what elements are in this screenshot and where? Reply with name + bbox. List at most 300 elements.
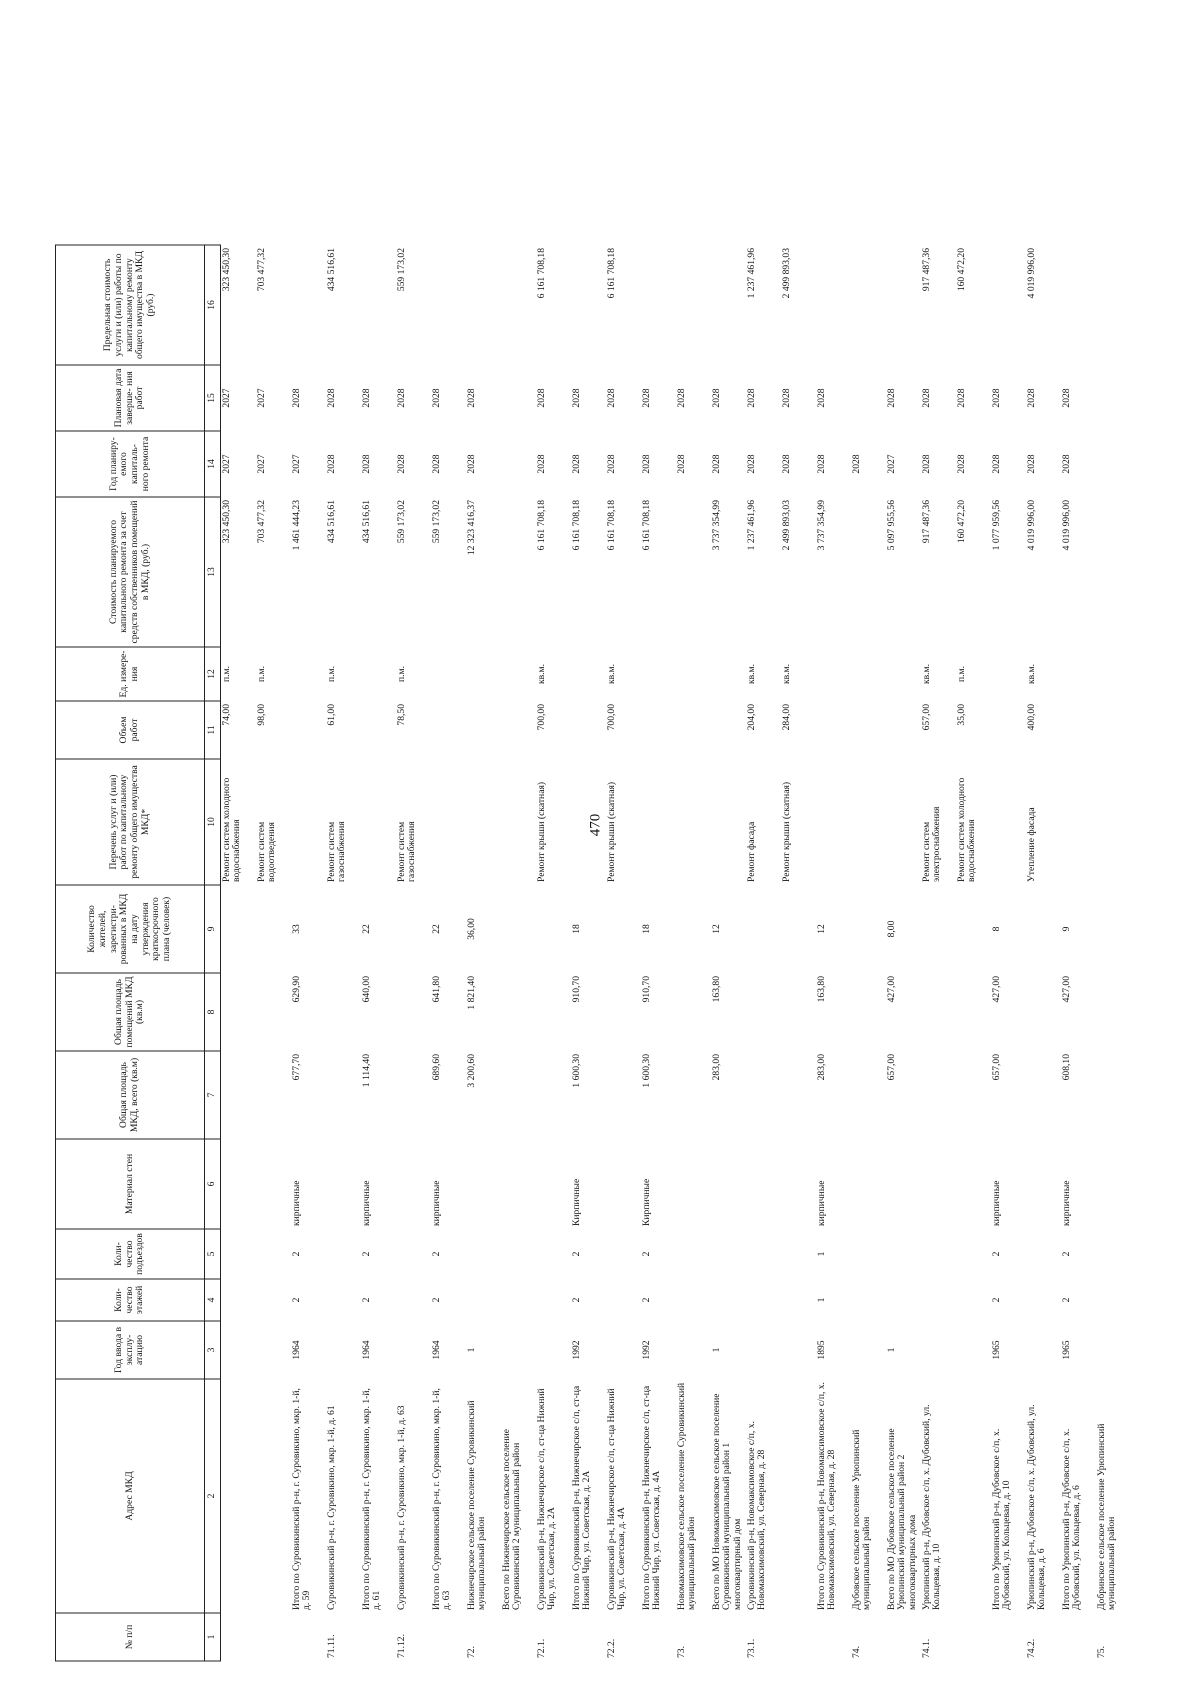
table-cell: 2028 xyxy=(1025,387,1037,408)
table-row xyxy=(466,245,501,1661)
table-cell: Суровикинский р-н, Новомаксимовское с/п, х. Новомаксимовский, ул. Северная, д. 28 xyxy=(745,1420,768,1610)
table-cell xyxy=(501,973,536,1051)
table-cell xyxy=(361,701,396,759)
table-cell xyxy=(501,1321,536,1379)
column-number-5: 5 xyxy=(205,1229,221,1279)
table-cell: 71.11. xyxy=(325,1633,337,1658)
table-row xyxy=(851,245,886,1661)
table-cell: 2 xyxy=(570,1251,582,1256)
table-cell xyxy=(396,1321,431,1379)
table-cell xyxy=(501,647,536,701)
page-number: 470 xyxy=(587,813,604,837)
table-cell: 2028 xyxy=(605,453,617,474)
table-cell: 1 237 461,96 xyxy=(745,247,757,298)
table-cell xyxy=(1096,885,1131,973)
table-cell: Ремонт систем холодного водоснабжения xyxy=(955,777,978,882)
table-cell: Урюпинский р-н, Дубовское с/п, х. Дубовский, ул. Кольцевая, д. 6 xyxy=(1025,1403,1048,1610)
table-cell: 2 xyxy=(1060,1251,1072,1256)
table-cell: Ремонт систем водоотведения xyxy=(255,821,278,882)
table-cell xyxy=(746,1321,781,1379)
table-cell: 2027 xyxy=(885,453,897,474)
table-cell: 1 600,30 xyxy=(570,1053,582,1088)
table-cell: кв.м. xyxy=(780,663,792,684)
table-cell xyxy=(361,245,396,365)
table-cell: 8 xyxy=(990,926,1002,931)
table-cell: 3 737 354,99 xyxy=(710,499,722,550)
table-row xyxy=(536,245,571,1661)
table-cell: 2 499 893,03 xyxy=(780,247,792,298)
table-cell xyxy=(711,759,746,885)
table-cell: 1 xyxy=(815,1251,827,1256)
table-cell xyxy=(501,431,536,497)
table-cell xyxy=(1061,1613,1096,1661)
table-cell: 2028 xyxy=(430,453,442,474)
table-cell xyxy=(676,973,711,1051)
data-table xyxy=(55,244,1131,1661)
table-cell xyxy=(220,1229,256,1279)
table-cell xyxy=(326,973,361,1051)
table-cell: Суровикинский р-н, г. Суровикино, мкр. 1-й, д. 63 xyxy=(395,1404,407,1610)
table-cell: 2028 xyxy=(1060,387,1072,408)
table-cell: Ремонт крыши (скатная) xyxy=(605,781,617,882)
table-cell xyxy=(571,1613,606,1661)
table-cell xyxy=(1096,759,1131,885)
table-cell: 4 019 996,00 xyxy=(1060,499,1072,550)
table-cell xyxy=(220,885,256,973)
table-row xyxy=(431,245,466,1661)
table-cell: кирпичные xyxy=(815,1179,827,1226)
table-cell: 2 xyxy=(640,1251,652,1256)
table-cell: 559 173,02 xyxy=(395,499,407,543)
table-cell: 2027 xyxy=(220,387,232,408)
table-cell xyxy=(326,1279,361,1321)
table-cell: 2028 xyxy=(815,453,827,474)
table-cell: Новомаксимовское сельское поселение Суровикинский муниципальный район xyxy=(675,1382,698,1610)
table-cell xyxy=(606,885,641,973)
column-number-7: 7 xyxy=(205,1051,221,1139)
table-cell: 1 xyxy=(885,1347,897,1352)
table-cell: 1895 xyxy=(815,1339,827,1360)
table-cell xyxy=(396,1139,431,1229)
table-cell xyxy=(956,973,991,1051)
column-header-1: № п/п xyxy=(56,1613,205,1661)
table-cell xyxy=(536,1321,571,1379)
table-cell xyxy=(641,701,676,759)
table-cell xyxy=(1096,973,1131,1051)
table-cell: Ремонт систем газоснабжения xyxy=(325,820,348,882)
table-cell xyxy=(536,1229,571,1279)
table-cell xyxy=(256,1139,291,1229)
table-cell xyxy=(501,1229,536,1279)
table-cell xyxy=(431,759,466,885)
table-row xyxy=(921,245,956,1661)
table-cell: 8,00 xyxy=(885,920,897,937)
table-cell xyxy=(256,885,291,973)
table-cell xyxy=(361,759,396,885)
table-row xyxy=(571,245,606,1661)
table-cell xyxy=(501,759,536,885)
table-cell xyxy=(501,1139,536,1229)
table-cell xyxy=(921,1229,956,1279)
column-header-15: Плановая дата заверше- ния работ xyxy=(56,365,205,431)
table-cell: 2028 xyxy=(465,387,477,408)
table-cell xyxy=(220,1139,256,1229)
table-cell: 434 516,61 xyxy=(360,499,372,543)
table-cell: 1 237 461,96 xyxy=(745,499,757,550)
table-cell: 2028 xyxy=(920,387,932,408)
table-cell: 61,00 xyxy=(325,703,337,726)
column-header-10: Перечень услуг и (или) работ по капитальному ремонту общего имущества МКД* xyxy=(56,759,205,885)
table-cell xyxy=(851,1051,886,1139)
table-cell xyxy=(466,1139,501,1229)
table-cell xyxy=(956,1051,991,1139)
table-cell xyxy=(291,759,326,885)
table-cell: Суровикинский р-н, Нижнечирское с/п, ст-ца Нижний Чир, ул. Советская, д. 4А xyxy=(605,1387,628,1610)
table-cell: 2028 xyxy=(920,453,932,474)
table-cell: 1 821,40 xyxy=(465,975,477,1010)
table-cell: 2028 xyxy=(710,453,722,474)
table-cell: 640,00 xyxy=(360,975,372,1002)
table-cell xyxy=(851,973,886,1051)
table-cell xyxy=(291,245,326,365)
table-cell: 2028 xyxy=(990,387,1002,408)
table-cell xyxy=(746,885,781,973)
table-cell: 12 323 416,37 xyxy=(465,499,477,555)
table-cell xyxy=(571,245,606,365)
table-cell: 2028 xyxy=(395,387,407,408)
table-row xyxy=(676,245,711,1661)
table-cell xyxy=(641,1613,676,1661)
table-cell: Урюпинский р-н, Дубовское с/п, х. Дубовский, ул. Кольцевая, д. 10 xyxy=(920,1403,943,1610)
table-cell: кирпичные xyxy=(990,1179,1002,1226)
table-cell xyxy=(921,1051,956,1139)
column-number-13: 13 xyxy=(205,497,221,647)
column-header-4: Коли- чество этажей xyxy=(56,1279,205,1321)
table-cell: 427,00 xyxy=(885,975,897,1002)
table-cell xyxy=(641,245,676,365)
table-cell xyxy=(291,701,326,759)
column-number-4: 4 xyxy=(205,1279,221,1321)
table-cell: 6 161 708,18 xyxy=(640,499,652,550)
table-cell xyxy=(466,701,501,759)
table-cell xyxy=(641,759,676,885)
table-cell: Дубовское сельское поселение Урюпинский муниципальный район xyxy=(850,1429,873,1610)
table-cell: Ремонт систем холодного водоснабжения xyxy=(220,777,243,882)
table-cell: Итого по Суровикинский р-н, г. Суровикино, мкр. 1-й, д. 63 xyxy=(430,1387,453,1610)
table-cell: 6 161 708,18 xyxy=(605,247,617,298)
table-cell xyxy=(1096,431,1131,497)
table-cell xyxy=(1026,1321,1061,1379)
table-cell xyxy=(256,1279,291,1321)
table-cell xyxy=(781,1139,816,1229)
column-header-11: Объем работ xyxy=(56,701,205,759)
table-cell xyxy=(711,1613,746,1661)
table-cell xyxy=(921,885,956,973)
table-cell xyxy=(501,1051,536,1139)
table-cell: 4 019 996,00 xyxy=(1025,499,1037,550)
table-cell: 641,80 xyxy=(430,975,442,1002)
table-cell xyxy=(956,1613,991,1661)
column-header-7: Общая площадь МКД, всего (кв.м) xyxy=(56,1051,205,1139)
table-cell xyxy=(886,647,921,701)
table-cell xyxy=(921,973,956,1051)
table-cell xyxy=(676,701,711,759)
table-cell xyxy=(781,973,816,1051)
table-cell: 1 xyxy=(465,1347,477,1352)
table-cell: 284,00 xyxy=(780,703,792,730)
table-cell: 74.1. xyxy=(920,1638,932,1658)
table-cell: 204,00 xyxy=(745,703,757,730)
table-cell xyxy=(746,1229,781,1279)
table-cell xyxy=(606,973,641,1051)
table-cell: кирпичные xyxy=(430,1179,442,1226)
column-number-8: 8 xyxy=(205,973,221,1051)
table-cell xyxy=(1026,1229,1061,1279)
column-number-9: 9 xyxy=(205,885,221,973)
table-cell xyxy=(1096,1139,1131,1229)
table-cell xyxy=(220,1321,256,1379)
table-cell: 1964 xyxy=(360,1339,372,1360)
table-cell xyxy=(1096,1279,1131,1321)
table-cell: 2 xyxy=(290,1297,302,1302)
table-cell: кирпичные xyxy=(360,1179,372,1226)
table-cell xyxy=(851,1229,886,1279)
table-cell xyxy=(816,1613,851,1661)
table-cell xyxy=(746,973,781,1051)
table-row xyxy=(220,245,256,1661)
header-row xyxy=(56,245,205,1661)
column-number-15: 15 xyxy=(205,365,221,431)
table-cell: 917 487,36 xyxy=(920,247,932,291)
table-cell xyxy=(956,1279,991,1321)
column-number-2: 2 xyxy=(205,1379,221,1613)
table-cell xyxy=(256,1379,291,1613)
table-cell xyxy=(501,1279,536,1321)
table-cell xyxy=(291,647,326,701)
column-number-row xyxy=(205,245,221,1661)
table-cell xyxy=(571,647,606,701)
table-cell xyxy=(676,647,711,701)
table-cell xyxy=(851,885,886,973)
column-header-2: Адрес МКД xyxy=(56,1379,205,1613)
table-cell: п.м. xyxy=(220,665,232,682)
table-cell: 36,00 xyxy=(465,917,477,940)
table-cell xyxy=(431,647,466,701)
column-number-12: 12 xyxy=(205,647,221,701)
table-cell: Всего по МО Дубовское сельское поселение Урюпинский муниципальный район 2 многоквартирных дома xyxy=(885,1427,919,1610)
table-row xyxy=(711,245,746,1661)
table-cell xyxy=(781,1613,816,1661)
table-cell: 657,00 xyxy=(920,703,932,730)
table-cell xyxy=(1096,497,1131,647)
table-cell: Кирпичные xyxy=(570,1178,582,1226)
table-cell: п.м. xyxy=(955,665,967,682)
table-cell: 427,00 xyxy=(1060,975,1072,1002)
table-cell: 1992 xyxy=(640,1339,652,1360)
table-cell xyxy=(466,759,501,885)
table-cell xyxy=(781,1379,816,1613)
table-row xyxy=(256,245,291,1661)
table-cell xyxy=(851,1279,886,1321)
table-cell xyxy=(256,1051,291,1139)
table-cell: 2028 xyxy=(325,387,337,408)
table-cell: 4 019 996,00 xyxy=(1025,247,1037,298)
table-cell xyxy=(956,1139,991,1229)
table-cell: кирпичные xyxy=(1060,1179,1072,1226)
table-cell xyxy=(886,759,921,885)
table-cell: Ремонт систем газоснабжения xyxy=(395,820,418,882)
table-cell: кирпичные xyxy=(290,1179,302,1226)
table-cell xyxy=(851,497,886,647)
table-cell xyxy=(781,885,816,973)
table-cell xyxy=(746,1139,781,1229)
table-cell xyxy=(1096,365,1131,431)
table-cell: 163,80 xyxy=(710,975,722,1002)
table-cell: 1 461 444,23 xyxy=(290,499,302,550)
table-cell xyxy=(746,1051,781,1139)
column-header-12: Ед. измере- ния xyxy=(56,647,205,701)
table-cell: 2 xyxy=(360,1297,372,1302)
table-cell xyxy=(676,245,711,365)
table-cell: 1992 xyxy=(570,1339,582,1360)
table-cell: 2028 xyxy=(570,387,582,408)
table-cell: Итого по Суровикинский р-н, г. Суровикино, мкр. 1-й, д. 61 xyxy=(360,1387,383,1610)
table-cell xyxy=(1096,1051,1131,1139)
table-cell: 2028 xyxy=(395,453,407,474)
table-cell: 2 xyxy=(430,1297,442,1302)
column-header-8: Общая площадь помещений МКД (кв.м) xyxy=(56,973,205,1051)
table-row xyxy=(326,245,361,1661)
table-cell: 98,00 xyxy=(255,703,267,726)
table-cell xyxy=(886,701,921,759)
table-row xyxy=(816,245,851,1661)
table-cell xyxy=(886,1613,921,1661)
table-cell xyxy=(886,245,921,365)
table-cell xyxy=(851,1139,886,1229)
table-cell: 73.1. xyxy=(745,1638,757,1658)
table-cell: Итого по Урюпинский р-н, Дубовское с/п, х. Дубовский, ул. Кольцевая, д. 6 xyxy=(1060,1428,1083,1610)
table-cell: 2027 xyxy=(290,453,302,474)
table-cell: 12 xyxy=(815,923,827,934)
table-cell xyxy=(956,1229,991,1279)
table-cell xyxy=(781,1051,816,1139)
table-cell: 700,00 xyxy=(535,703,547,730)
column-number-14: 14 xyxy=(205,431,221,497)
table-cell xyxy=(886,1139,921,1229)
table-cell xyxy=(466,1229,501,1279)
table-cell xyxy=(1026,885,1061,973)
table-cell: 2028 xyxy=(885,387,897,408)
table-cell: 18 xyxy=(640,923,652,934)
table-cell xyxy=(1096,701,1131,759)
table-cell: 2028 xyxy=(535,453,547,474)
table-cell: 1 xyxy=(815,1297,827,1302)
table-cell xyxy=(1061,701,1096,759)
table-cell xyxy=(361,647,396,701)
table-cell: 35,00 xyxy=(955,703,967,726)
table-cell: 2028 xyxy=(640,387,652,408)
table-cell: кв.м. xyxy=(605,663,617,684)
table-cell xyxy=(886,1229,921,1279)
table-cell xyxy=(501,245,536,365)
column-header-16: Предельная стоимость услуги и (или) работы по капитальному ремонту общего имущества в МКД (руб.) xyxy=(56,245,205,365)
table-cell xyxy=(921,1321,956,1379)
table-cell: 2028 xyxy=(640,453,652,474)
column-header-3: Год ввода в эксплу- атацию xyxy=(56,1321,205,1379)
table-row xyxy=(991,245,1026,1661)
table-row xyxy=(1061,245,1096,1661)
table-cell xyxy=(956,885,991,973)
table-cell: 2028 xyxy=(710,387,722,408)
table-cell xyxy=(536,1051,571,1139)
table-cell: 1 600,30 xyxy=(640,1053,652,1088)
table-cell xyxy=(606,1229,641,1279)
table-cell: 72. xyxy=(465,1645,477,1658)
table-cell: 434 516,61 xyxy=(325,247,337,291)
table-cell xyxy=(606,1051,641,1139)
table-cell: Всего по Нижнечирское сельское поселение Суровикинский 2 муниципальный район xyxy=(500,1428,523,1610)
column-number-16: 16 xyxy=(205,245,221,365)
column-number-1: 1 xyxy=(205,1613,221,1661)
table-cell: 427,00 xyxy=(990,975,1002,1002)
table-cell: 689,60 xyxy=(430,1053,442,1080)
table-cell xyxy=(220,1279,256,1321)
table-cell: 6 161 708,18 xyxy=(570,499,582,550)
column-header-13: Стоимость планируемого капитального ремонта за счет средств собственников помещений в МКД, (руб.) xyxy=(56,497,205,647)
table-cell: 2 499 893,03 xyxy=(780,499,792,550)
table-cell: 283,00 xyxy=(815,1053,827,1080)
table-cell xyxy=(676,1229,711,1279)
table-cell xyxy=(571,701,606,759)
table-cell xyxy=(501,365,536,431)
table-cell xyxy=(991,647,1026,701)
table-cell xyxy=(921,1139,956,1229)
table-cell: Итого по Суровикинский р-н, Нижнечирское с/п, ст-ца Нижний Чир, ул. Советская, д. 2А xyxy=(570,1385,593,1610)
table-cell: 2028 xyxy=(325,453,337,474)
table-cell: 2028 xyxy=(955,453,967,474)
table-cell: Ремонт крыши (скатная) xyxy=(780,781,792,882)
table-row xyxy=(291,245,326,1661)
table-cell: 323 450,30 xyxy=(220,499,232,543)
table-cell: Добринское сельское поселение Урюпинский муниципальный район xyxy=(1095,1423,1118,1610)
table-cell xyxy=(396,1279,431,1321)
table-cell: Итого по Суровикинский р-н, Новомаксимовское с/п, х. Новомаксимовский, ул. Северная, д. 28 xyxy=(815,1381,838,1610)
table-body xyxy=(220,245,1131,1661)
table-row xyxy=(501,245,536,1661)
table-cell xyxy=(711,1139,746,1229)
table-cell: 78,50 xyxy=(395,703,407,726)
table-cell: 2027 xyxy=(255,453,267,474)
table-row xyxy=(396,245,431,1661)
table-cell xyxy=(746,1279,781,1321)
table-cell: 2 xyxy=(430,1251,442,1256)
table-cell xyxy=(571,759,606,885)
table-cell: 12 xyxy=(710,923,722,934)
table-cell: 2028 xyxy=(990,453,1002,474)
table-cell: 2027 xyxy=(220,453,232,474)
table-cell: 1964 xyxy=(430,1339,442,1360)
table-cell: 608,10 xyxy=(1060,1053,1072,1080)
table-cell xyxy=(606,1321,641,1379)
table-cell: 323 450,30 xyxy=(220,247,232,291)
table-cell xyxy=(326,1321,361,1379)
table-cell xyxy=(431,701,466,759)
table-cell: 22 xyxy=(360,923,372,934)
table-cell: 2 xyxy=(1060,1297,1072,1302)
table-cell: 72.1. xyxy=(535,1638,547,1658)
table-cell: 2028 xyxy=(955,387,967,408)
table-cell: 2028 xyxy=(815,387,827,408)
